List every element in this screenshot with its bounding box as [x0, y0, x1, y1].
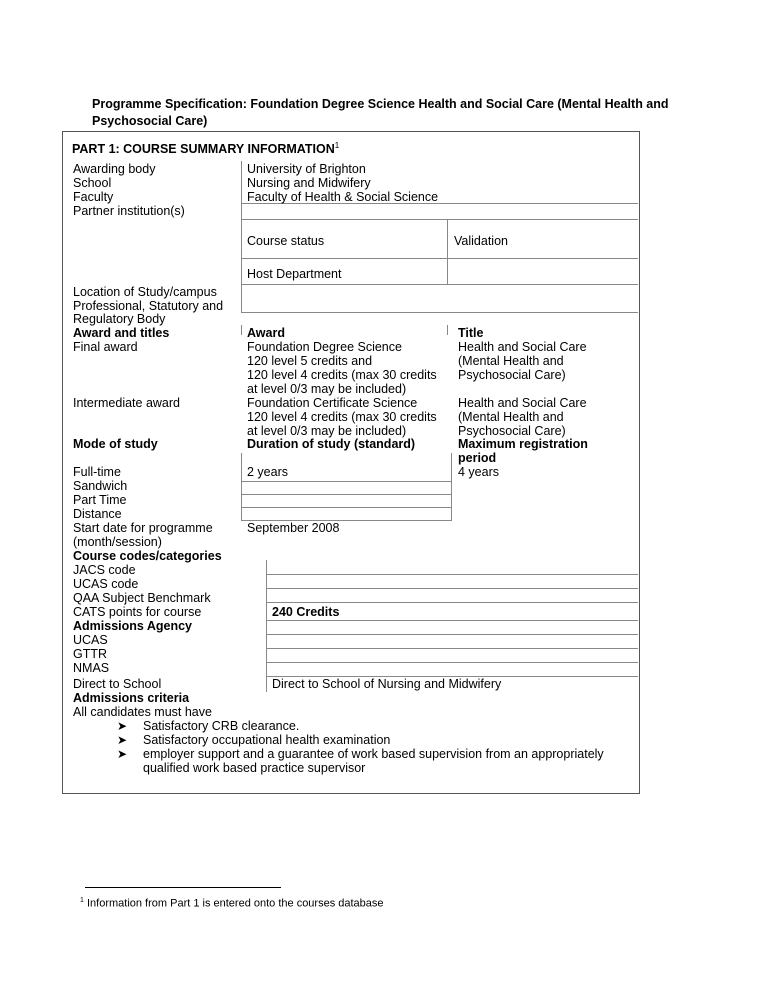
arrow-bullet-icon: ➤: [117, 719, 128, 733]
fulltime-duration: 2 years: [247, 465, 288, 479]
table-divider: [266, 634, 638, 635]
fulltime-label: Full-time: [73, 465, 121, 479]
school-value: Nursing and Midwifery: [247, 176, 371, 190]
fulltime-max: 4 years: [458, 465, 499, 479]
intermediate-title-text: (Mental Health and: [458, 410, 564, 424]
footnote-ref: 1: [334, 141, 340, 150]
awarding-body-value: University of Brighton: [247, 162, 366, 176]
host-department-label: Host Department: [247, 267, 342, 281]
table-divider: [241, 494, 452, 495]
awarding-body-label: Awarding body: [73, 162, 156, 176]
table-divider: [266, 620, 638, 621]
table-divider: [241, 284, 638, 285]
final-award-text: 120 level 4 credits (max 30 credits: [247, 368, 437, 382]
intermediate-award-text: Foundation Certificate Science: [247, 396, 418, 410]
qaa-benchmark-label: QAA Subject Benchmark: [73, 591, 211, 605]
title-column-header: Title: [458, 326, 484, 340]
ucas-label: UCAS: [73, 633, 108, 647]
psrb-label-1: Professional, Statutory and: [73, 299, 224, 313]
table-divider: [451, 453, 452, 520]
footnote-mark: 1: [80, 897, 84, 904]
final-award-label: Final award: [73, 340, 138, 354]
document-title: Programme Specification: Foundation Degree Science Health and Social Care (Mental Health and Psychosocial Care): [92, 97, 669, 128]
part-heading: PART 1: COURSE SUMMARY INFORMATION$^1$: [72, 141, 340, 157]
arrow-bullet-icon: ➤: [117, 733, 128, 747]
max-registration-header: Maximum registration: [458, 437, 588, 451]
footnote-rule: [85, 887, 281, 888]
max-registration-header: period: [458, 451, 497, 465]
arrow-bullet-icon: ➤: [117, 747, 128, 761]
table-divider: [241, 325, 242, 335]
final-title-text: Health and Social Care: [458, 340, 587, 354]
table-divider: [447, 325, 448, 335]
table-divider: [241, 312, 638, 313]
school-label: School: [73, 176, 112, 190]
criteria-item: Satisfactory CRB clearance.: [143, 719, 300, 733]
intermediate-award-text: at level 0/3 may be included): [247, 424, 407, 438]
distance-label: Distance: [73, 507, 122, 521]
table-divider: [266, 662, 638, 663]
cats-points-label: CATS points for course: [73, 605, 202, 619]
table-divider: [241, 161, 242, 313]
final-award-text: 120 level 5 credits and: [247, 354, 373, 368]
sandwich-label: Sandwich: [73, 479, 128, 493]
table-divider: [241, 219, 638, 220]
start-date-label: (month/session): [73, 535, 162, 549]
table-divider: [241, 453, 242, 520]
criteria-item: employer support and a guarantee of work based supervision from an appropriately: [143, 747, 604, 761]
direct-to-school-label: Direct to School: [73, 677, 162, 691]
criteria-item: qualified work based practice supervisor: [143, 761, 366, 775]
parttime-label: Part Time: [73, 493, 127, 507]
partner-label: Partner institution(s): [73, 204, 185, 218]
intermediate-award-label: Intermediate award: [73, 396, 181, 410]
table-divider: [447, 219, 448, 285]
course-status-label: Course status: [247, 234, 325, 248]
jacs-code-label: JACS code: [73, 563, 136, 577]
final-title-text: (Mental Health and: [458, 354, 564, 368]
mode-of-study-label: Mode of study: [73, 437, 158, 451]
cats-points-value: 240 Credits: [272, 605, 340, 619]
start-date-label: Start date for programme: [73, 521, 213, 535]
table-divider: [266, 588, 638, 589]
table-divider: [241, 258, 638, 259]
award-titles-label: Award and titles: [73, 326, 170, 340]
ucas-code-label: UCAS code: [73, 577, 139, 591]
course-codes-label: Course codes/categories: [73, 549, 222, 563]
faculty-label: Faculty: [73, 190, 114, 204]
course-status-value: Validation: [454, 234, 508, 248]
duration-column-header: Duration of study (standard): [247, 437, 416, 451]
final-award-text: Foundation Degree Science: [247, 340, 402, 354]
table-divider: [266, 560, 267, 692]
criteria-item: Satisfactory occupational health examination: [143, 733, 391, 747]
intermediate-title-text: Health and Social Care: [458, 396, 587, 410]
criteria-intro: All candidates must have: [73, 705, 212, 719]
gttr-label: GTTR: [73, 647, 108, 661]
footnote: [80, 897, 384, 910]
table-divider: [266, 574, 638, 575]
award-column-header: Award: [247, 326, 285, 340]
intermediate-award-text: 120 level 4 credits (max 30 credits: [247, 410, 437, 424]
table-divider: [266, 648, 638, 649]
final-title-text: Psychosocial Care): [458, 368, 566, 382]
admissions-criteria-label: Admissions criteria: [73, 691, 190, 705]
intermediate-title-text: Psychosocial Care): [458, 424, 566, 438]
table-divider: [266, 602, 638, 603]
table-divider: [241, 507, 452, 508]
direct-to-school-value: Direct to School of Nursing and Midwifery: [272, 677, 502, 691]
nmas-label: NMAS: [73, 661, 110, 675]
admissions-agency-label: Admissions Agency: [73, 619, 193, 633]
final-award-text: at level 0/3 may be included): [247, 382, 407, 396]
location-label: Location of Study/campus: [73, 285, 217, 299]
faculty-value: Faculty of Health & Social Science: [247, 190, 439, 204]
footnote-text: Information from Part 1 is entered onto the courses database: [86, 897, 384, 910]
psrb-label-2: Regulatory Body: [73, 312, 166, 326]
table-divider: [241, 481, 452, 482]
start-date-value: September 2008: [247, 521, 340, 535]
